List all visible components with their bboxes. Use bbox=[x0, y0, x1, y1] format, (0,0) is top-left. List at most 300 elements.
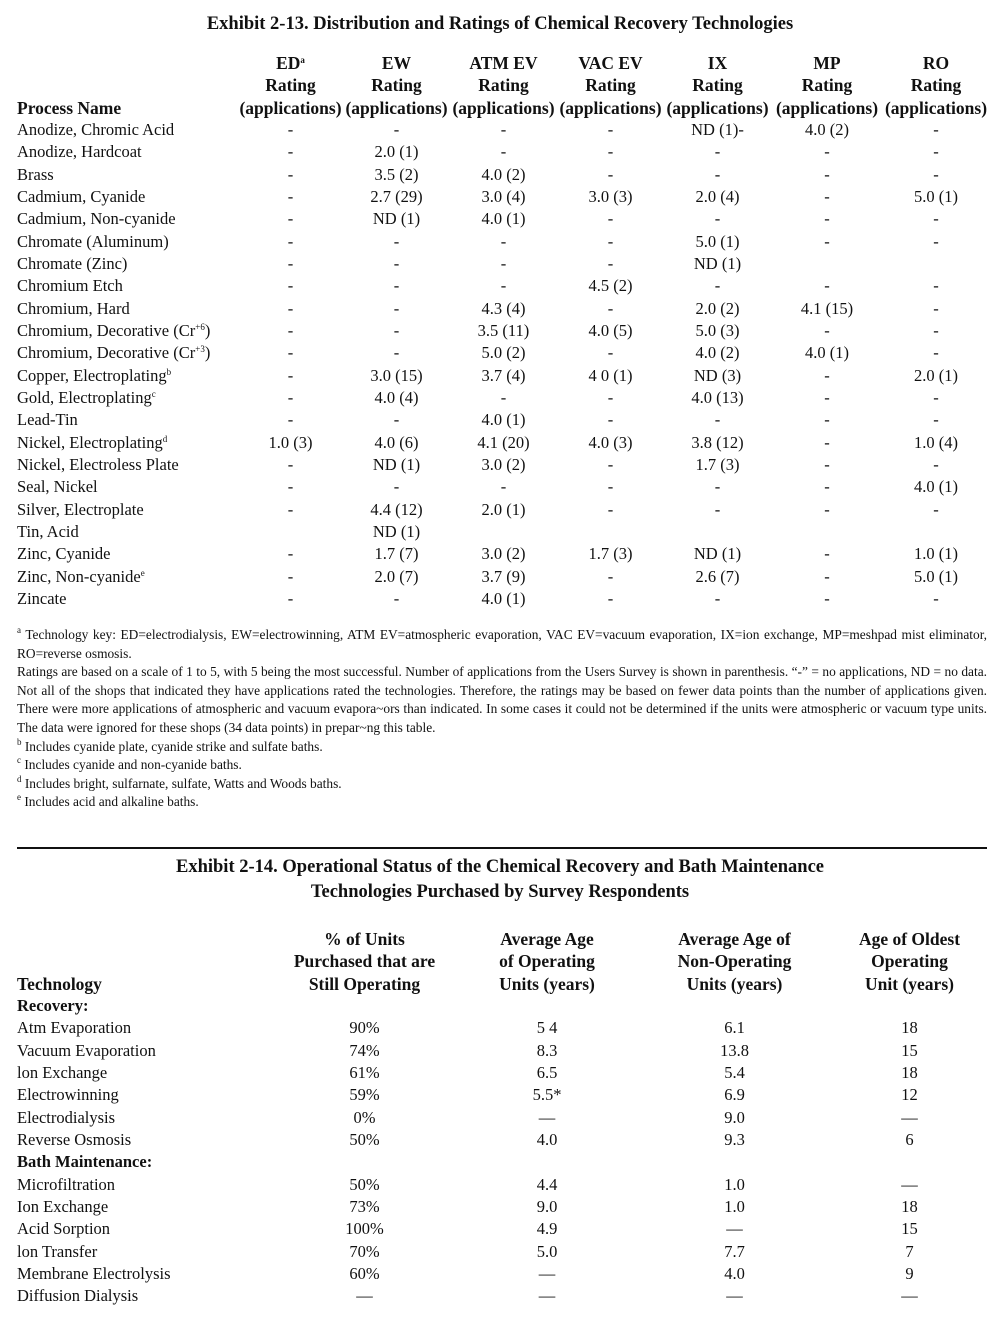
rating-cell: - bbox=[824, 209, 830, 229]
process-name-text: Cadmium, Cyanide bbox=[17, 186, 146, 206]
rating-cell: - bbox=[714, 209, 721, 229]
process-name-text: Seal, Nickel bbox=[17, 477, 98, 497]
rating-cell: - bbox=[933, 589, 939, 609]
process-name bbox=[17, 499, 238, 521]
process-name bbox=[17, 409, 238, 431]
technology-header: Technology bbox=[17, 973, 102, 994]
section-label: Bath Maintenance: bbox=[17, 1152, 153, 1172]
rating-cell bbox=[883, 521, 989, 543]
rating-cell: - bbox=[607, 119, 614, 139]
rating-cell: - bbox=[607, 388, 614, 408]
rating-cell: 3.0 (4) bbox=[481, 186, 526, 206]
rating-cell: - bbox=[287, 544, 294, 564]
rating-cell: - bbox=[393, 298, 400, 318]
rating-cell: 2.6 (7) bbox=[695, 566, 740, 586]
rating-cell: - bbox=[607, 298, 614, 318]
process-name-text: Anodize, Hardcoat bbox=[17, 142, 142, 162]
rating-cell: - bbox=[824, 566, 830, 586]
rating-cell: ND (1) bbox=[372, 209, 421, 229]
rating-cell: - bbox=[607, 253, 614, 273]
operational-status-body bbox=[17, 995, 977, 1308]
exhibit-2-14-title-line1: Exhibit 2-14. Operational Status of the Chemical Recovery and Bath Maintenance bbox=[176, 857, 824, 877]
table-row bbox=[17, 253, 989, 275]
technology-name: Atm Evaporation bbox=[17, 1018, 132, 1038]
rating-cell: 3.7 (9) bbox=[481, 566, 526, 586]
rating-cell: - bbox=[824, 477, 830, 497]
process-name-text: Cadmium, Non-cyanide bbox=[17, 209, 176, 229]
rating-cell: 2.0 (1) bbox=[914, 365, 958, 385]
table-row bbox=[17, 275, 989, 297]
rating-cell: 4.0 (1) bbox=[914, 477, 958, 497]
table-row bbox=[17, 1017, 977, 1039]
rating-cell: - bbox=[933, 164, 939, 184]
rating-cell: 3.5 (2) bbox=[374, 164, 419, 184]
rating-cell: - bbox=[824, 142, 830, 162]
rating-cell bbox=[664, 521, 771, 543]
technology-name: Reverse Osmosis bbox=[17, 1129, 132, 1149]
process-name-text: Anodize, Chromic Acid bbox=[17, 119, 175, 139]
rating-cell: 1.7 (3) bbox=[695, 455, 740, 475]
rating-cell: - bbox=[933, 499, 939, 519]
rating-cell: 4.0 (3) bbox=[588, 432, 633, 452]
table-row bbox=[17, 342, 989, 364]
technology-name: lon Transfer bbox=[17, 1241, 98, 1261]
status-cell: 18 bbox=[901, 1196, 918, 1216]
rating-cell: - bbox=[933, 231, 939, 251]
rating-cell: - bbox=[933, 142, 939, 162]
rating-cell bbox=[557, 521, 664, 543]
status-cell: 5.4 bbox=[724, 1062, 745, 1082]
ratings-body bbox=[17, 119, 989, 611]
pct-operating-header: % of Units Purchased that are Still Operating bbox=[293, 929, 436, 994]
footnote-mark: b bbox=[166, 366, 172, 377]
rating-cell: 4.0 (6) bbox=[374, 432, 419, 452]
footnote-mark: c bbox=[151, 389, 156, 400]
rating-cell: - bbox=[933, 119, 939, 139]
rating-cell: - bbox=[824, 186, 830, 206]
rating-cell: 5.0 (1) bbox=[695, 231, 740, 251]
section-divider bbox=[17, 847, 987, 849]
process-name-text: Zincate bbox=[17, 589, 67, 609]
rating-cell: 4.0 (1) bbox=[481, 209, 526, 229]
note-ratings: Ratings are based on a scale of 1 to 5, with 5 being the most successful. Number of applications from the Users Survey is shown in parenthesis. “-” = no applications, ND = no data. Not all of the shops that indicated they have applications rated the technologies. Therefore, the ratings may be based on fewer data points than the number of applications given. There were more applications of atmospheric and vacuum evapora~ors than indicated. In some cases it could not be determined if the units were atmospheric or vacuum type units. The data were ignored for these shops (34 data points) in prepar~ng this table. bbox=[17, 664, 987, 735]
note-e: $^e$ Includes acid and alkaline baths. bbox=[17, 792, 199, 810]
process-name-text: Tin, Acid bbox=[17, 522, 79, 542]
rating-cell: 3.0 (2) bbox=[481, 455, 526, 475]
exhibit-2-14-title bbox=[0, 855, 1000, 905]
process-name bbox=[17, 543, 238, 565]
footnote-mark: d bbox=[162, 433, 168, 444]
rating-cell: 2.0 (2) bbox=[695, 298, 740, 318]
process-name bbox=[17, 141, 238, 163]
rating-cell: - bbox=[287, 410, 294, 430]
rating-cell: - bbox=[607, 142, 614, 162]
rating-cell: - bbox=[607, 566, 614, 586]
rating-cell: 4.4 (12) bbox=[370, 499, 423, 519]
technology-name: Electrowinning bbox=[17, 1085, 119, 1105]
process-name-text: Zinc, Cyanide bbox=[17, 544, 111, 564]
rating-cell: - bbox=[393, 589, 400, 609]
status-cell: 1.0 bbox=[724, 1196, 745, 1216]
status-cell: 18 bbox=[901, 1018, 918, 1038]
process-name-text: Zinc, Non-cyanide bbox=[17, 566, 141, 586]
rating-cell: - bbox=[607, 477, 614, 497]
status-cell: 4.0 bbox=[724, 1264, 745, 1284]
rating-cell: - bbox=[824, 320, 830, 340]
col-header-vac-ev: VAC EV Rating (applications) bbox=[559, 53, 662, 118]
process-name-text: Chromium, Hard bbox=[17, 298, 130, 318]
rating-cell: - bbox=[287, 209, 294, 229]
oldest-unit-header: Age of Oldest Operating Unit (years) bbox=[858, 929, 961, 994]
table-row bbox=[17, 432, 989, 454]
footnote-mark: e bbox=[140, 567, 145, 578]
rating-cell: - bbox=[607, 209, 614, 229]
rating-cell: - bbox=[607, 343, 614, 363]
col-header-mp: MP Rating (applications) bbox=[775, 53, 879, 118]
rating-cell: 3.0 (15) bbox=[370, 365, 423, 385]
rating-cell: 4.3 (4) bbox=[481, 298, 526, 318]
rating-cell: - bbox=[933, 298, 939, 318]
status-cell: — bbox=[356, 1286, 373, 1306]
rating-cell: 4.0 (13) bbox=[691, 388, 744, 408]
rating-cell: - bbox=[714, 164, 721, 184]
status-cell: — bbox=[538, 1107, 556, 1127]
rating-cell: - bbox=[824, 164, 830, 184]
rating-cell: 2.7 (29) bbox=[370, 186, 423, 206]
rating-cell: - bbox=[287, 589, 294, 609]
process-name bbox=[17, 275, 238, 297]
table-notes bbox=[17, 626, 987, 812]
status-cell: 50% bbox=[349, 1174, 380, 1194]
status-cell: 15 bbox=[901, 1219, 918, 1239]
status-cell: — bbox=[726, 1286, 743, 1306]
rating-cell: - bbox=[287, 499, 294, 519]
process-name bbox=[17, 164, 238, 186]
technology-name: Vacuum Evaporation bbox=[17, 1040, 156, 1060]
table-row bbox=[17, 119, 989, 141]
col-header-ed: $ED^a$ Rating (applications) bbox=[239, 53, 342, 118]
avg-age-non-operating-header: Average Age of Non-Operating Units (years) bbox=[677, 929, 792, 994]
process-name bbox=[17, 432, 238, 454]
status-cell: 60% bbox=[349, 1264, 380, 1284]
section-header-row bbox=[17, 995, 977, 1017]
table-row bbox=[17, 186, 989, 208]
rating-cell: 4.0 (2) bbox=[481, 164, 526, 184]
process-name-text: Silver, Electroplate bbox=[17, 499, 144, 519]
rating-cell: 4.5 (2) bbox=[588, 276, 633, 296]
table-row bbox=[17, 409, 989, 431]
rating-cell: - bbox=[824, 276, 830, 296]
status-cell: 9.3 bbox=[724, 1129, 745, 1149]
table-row bbox=[17, 1062, 977, 1084]
rating-cell: ND (1) bbox=[372, 455, 421, 475]
process-name bbox=[17, 186, 238, 208]
rating-cell: - bbox=[933, 209, 939, 229]
status-header-row bbox=[17, 928, 977, 995]
rating-cell: 5.0 (1) bbox=[914, 566, 958, 586]
rating-cell: - bbox=[607, 455, 614, 475]
process-name-text: Nickel, Electroplating bbox=[17, 432, 163, 452]
status-cell: — bbox=[726, 1219, 743, 1239]
rating-cell bbox=[771, 521, 883, 543]
rating-cell: 1.0 (4) bbox=[914, 432, 958, 452]
process-name-text: Chromium Etch bbox=[17, 276, 123, 296]
rating-cell: - bbox=[824, 544, 830, 564]
status-cell: — bbox=[538, 1286, 556, 1306]
rating-cell: - bbox=[607, 231, 614, 251]
process-name bbox=[17, 476, 238, 498]
rating-cell: - bbox=[287, 455, 294, 475]
rating-cell: 4.0 (2) bbox=[695, 343, 740, 363]
rating-cell: - bbox=[287, 320, 294, 340]
rating-cell: - bbox=[607, 499, 614, 519]
rating-cell: - bbox=[393, 320, 400, 340]
table-row bbox=[17, 164, 989, 186]
col-header-ix: IX Rating (applications) bbox=[666, 53, 769, 118]
rating-cell: ND (1) bbox=[372, 522, 421, 542]
rating-cell: - bbox=[287, 566, 294, 586]
status-cell: 59% bbox=[349, 1085, 380, 1105]
rating-cell: - bbox=[824, 432, 830, 452]
process-name-text: Chromium, Decorative (Cr bbox=[17, 343, 196, 363]
process-name bbox=[17, 387, 238, 409]
process-name bbox=[17, 208, 238, 230]
process-name-header: Process Name bbox=[17, 97, 122, 118]
rating-cell: 4.1 (15) bbox=[800, 298, 854, 318]
col-header-atm-ev: ATM EV Rating (applications) bbox=[452, 53, 555, 118]
status-cell: 1.0 bbox=[724, 1174, 745, 1194]
status-cell: 90% bbox=[349, 1018, 380, 1038]
rating-cell: - bbox=[500, 231, 507, 251]
rating-cell: - bbox=[287, 164, 294, 184]
table-row bbox=[17, 1107, 977, 1129]
rating-cell: - bbox=[933, 320, 939, 340]
rating-cell: 1.0 (3) bbox=[268, 432, 313, 452]
section-label: Recovery: bbox=[17, 995, 89, 1015]
status-cell: 7.7 bbox=[724, 1241, 745, 1261]
process-name-text: Lead-Tin bbox=[17, 410, 78, 430]
table-row bbox=[17, 298, 989, 320]
rating-cell: - bbox=[500, 388, 507, 408]
rating-cell: - bbox=[933, 343, 939, 363]
note-c: $^c$ Includes cyanide and non-cyanide baths. bbox=[17, 755, 242, 773]
status-cell: 70% bbox=[349, 1241, 380, 1261]
status-cell: 100% bbox=[345, 1219, 384, 1239]
rating-cell: - bbox=[714, 589, 721, 609]
status-cell: — bbox=[901, 1286, 918, 1306]
status-cell: — bbox=[901, 1174, 918, 1194]
table-row bbox=[17, 543, 989, 565]
status-cell: 6 bbox=[905, 1129, 914, 1149]
rating-cell: 4.0 (5) bbox=[588, 320, 633, 340]
note-d: $^d$ Includes bright, sulfarnate, sulfate, Watts and Woods baths. bbox=[17, 773, 342, 791]
rating-cell: - bbox=[287, 477, 294, 497]
rating-cell: 2.0 (7) bbox=[374, 566, 419, 586]
technology-name: Ion Exchange bbox=[17, 1196, 109, 1216]
technology-name: Microfiltration bbox=[17, 1174, 116, 1194]
table-row bbox=[17, 521, 989, 543]
rating-cell: - bbox=[287, 298, 294, 318]
status-cell: 9.0 bbox=[536, 1196, 558, 1216]
rating-cell: - bbox=[607, 410, 614, 430]
status-cell: 4.9 bbox=[536, 1219, 558, 1239]
rating-cell: - bbox=[393, 119, 400, 139]
rating-cell: 3.5 (11) bbox=[477, 320, 530, 340]
status-cell: 4.0 bbox=[536, 1129, 558, 1149]
rating-cell: - bbox=[500, 253, 507, 273]
rating-cell: - bbox=[500, 142, 507, 162]
status-cell: 8.3 bbox=[536, 1040, 558, 1060]
rating-cell: 1.7 (7) bbox=[374, 544, 419, 564]
rating-cell: - bbox=[824, 455, 830, 475]
rating-cell: ND (1) bbox=[693, 544, 742, 564]
status-cell: 4.4 bbox=[536, 1174, 558, 1194]
table-row bbox=[17, 387, 989, 409]
rating-cell: 4.0 (4) bbox=[374, 388, 419, 408]
rating-cell: - bbox=[393, 231, 400, 251]
rating-cell: 3.0 (3) bbox=[588, 186, 633, 206]
rating-cell: - bbox=[393, 410, 400, 430]
technology-name: Diffusion Dialysis bbox=[17, 1286, 139, 1306]
process-name bbox=[17, 588, 238, 610]
rating-cell: ND (1)- bbox=[691, 119, 744, 139]
table-row bbox=[17, 476, 989, 498]
rating-cell: - bbox=[500, 119, 507, 139]
process-name-suffix: ) bbox=[204, 343, 211, 363]
rating-cell: 2.0 (1) bbox=[481, 499, 526, 519]
rating-cell: - bbox=[287, 186, 294, 206]
status-cell: — bbox=[538, 1264, 556, 1284]
table-row bbox=[17, 1285, 977, 1307]
rating-cell bbox=[771, 253, 883, 275]
rating-cell: 1.0 (1) bbox=[914, 544, 958, 564]
status-cell: 9.0 bbox=[724, 1107, 745, 1127]
rating-cell: 4.0 (2) bbox=[805, 119, 849, 139]
status-cell: 6.1 bbox=[724, 1018, 745, 1038]
rating-cell bbox=[450, 521, 557, 543]
process-name-text: Gold, Electroplating bbox=[17, 388, 152, 408]
rating-cell: 1.7 (3) bbox=[588, 544, 633, 564]
table-row bbox=[17, 208, 989, 230]
technology-name: lon Exchange bbox=[17, 1062, 108, 1082]
status-cell: — bbox=[901, 1107, 918, 1127]
technology-name: Membrane Electrolysis bbox=[17, 1264, 171, 1284]
process-name bbox=[17, 365, 238, 387]
status-cell: 13.8 bbox=[720, 1040, 749, 1060]
rating-cell: - bbox=[287, 276, 294, 296]
table-row bbox=[17, 1084, 977, 1106]
section-header-row bbox=[17, 1151, 977, 1173]
exhibit-2-14-title-line2: Technologies Purchased by Survey Respondents bbox=[310, 882, 690, 902]
table-row bbox=[17, 141, 989, 163]
process-name-text: Brass bbox=[17, 164, 54, 184]
rating-cell: ND (1) bbox=[693, 253, 742, 273]
table-row bbox=[17, 231, 989, 253]
avg-age-operating-header: Average Age of Operating Units (years) bbox=[499, 929, 595, 994]
table-row bbox=[17, 1196, 977, 1218]
footnote-mark: +6 bbox=[195, 321, 205, 332]
rating-cell: - bbox=[824, 365, 830, 385]
rating-cell: 5.0 (1) bbox=[914, 186, 958, 206]
rating-cell: - bbox=[287, 388, 294, 408]
rating-cell: - bbox=[393, 276, 400, 296]
rating-cell: ND (3) bbox=[693, 365, 742, 385]
status-cell: 15 bbox=[901, 1040, 918, 1060]
rating-cell: - bbox=[933, 276, 939, 296]
status-cell: 5 4 bbox=[536, 1018, 558, 1038]
status-cell: 74% bbox=[349, 1040, 380, 1060]
rating-cell: - bbox=[287, 365, 294, 385]
table-row bbox=[17, 1174, 977, 1196]
rating-cell: - bbox=[824, 410, 830, 430]
technology-name: Acid Sorption bbox=[17, 1219, 111, 1239]
status-cell: 50% bbox=[349, 1129, 380, 1149]
rating-cell: 4 0 (1) bbox=[588, 365, 633, 385]
rating-cell: - bbox=[393, 343, 400, 363]
rating-cell: - bbox=[714, 499, 721, 519]
rating-cell: - bbox=[933, 410, 939, 430]
status-cell: 0% bbox=[353, 1107, 376, 1127]
rating-cell: - bbox=[824, 388, 830, 408]
rating-cell: - bbox=[287, 253, 294, 273]
rating-cell: - bbox=[714, 477, 721, 497]
technology-name: Electrodialysis bbox=[17, 1107, 116, 1127]
process-name bbox=[17, 454, 238, 476]
rating-cell: - bbox=[824, 499, 830, 519]
rating-cell: - bbox=[714, 276, 721, 296]
table-row bbox=[17, 1263, 977, 1285]
process-name bbox=[17, 566, 238, 588]
table-row bbox=[17, 320, 989, 342]
col-header-ew: EW Rating (applications) bbox=[345, 53, 448, 118]
table-row bbox=[17, 365, 989, 387]
table-row bbox=[17, 454, 989, 476]
process-name-text: Nickel, Electroless Plate bbox=[17, 455, 179, 475]
col-header-ro: RO Rating (applications) bbox=[884, 53, 988, 118]
rating-cell: 5.0 (2) bbox=[481, 343, 526, 363]
table-row bbox=[17, 1241, 977, 1263]
note-a: $^a$ Technology key: ED=electrodialysis, EW=electrowinning, ATM EV=atmospheric evaporation, VAC EV=vacuum evaporation, IX=ion exchange, MP=meshpad mist eliminator, RO=reverse osmosis. bbox=[17, 625, 987, 661]
rating-cell: 2.0 (4) bbox=[695, 186, 740, 206]
rating-cell: 4.0 (1) bbox=[805, 343, 849, 363]
rating-cell: 4.1 (20) bbox=[477, 432, 530, 452]
table-row bbox=[17, 1218, 977, 1240]
process-name bbox=[17, 231, 238, 253]
process-name-text: Chromate (Zinc) bbox=[17, 253, 128, 273]
process-name-text: Chromate (Aluminum) bbox=[17, 231, 169, 251]
rating-cell bbox=[238, 521, 343, 543]
rating-cell: 3.0 (2) bbox=[481, 544, 526, 564]
rating-cell: - bbox=[607, 589, 614, 609]
rating-cell: - bbox=[393, 477, 400, 497]
status-cell: 6.5 bbox=[536, 1062, 558, 1082]
status-cell: 5.0 bbox=[536, 1241, 558, 1261]
rating-cell: - bbox=[933, 455, 939, 475]
rating-cell: - bbox=[607, 164, 614, 184]
rating-cell: - bbox=[287, 142, 294, 162]
table-row bbox=[17, 499, 989, 521]
rating-cell: - bbox=[393, 253, 400, 273]
rating-cell: - bbox=[287, 119, 294, 139]
status-cell: 12 bbox=[901, 1085, 918, 1105]
rating-cell: - bbox=[824, 589, 830, 609]
rating-cell: - bbox=[500, 477, 507, 497]
rating-cell: 4.0 (1) bbox=[481, 410, 526, 430]
rating-cell bbox=[883, 253, 989, 275]
process-name bbox=[17, 298, 238, 320]
status-cell: 7 bbox=[905, 1241, 914, 1261]
rating-cell: - bbox=[933, 388, 939, 408]
